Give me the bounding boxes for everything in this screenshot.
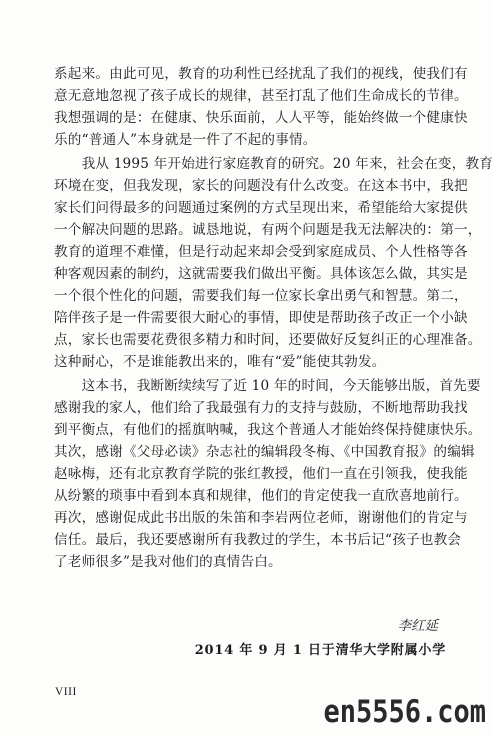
text-line: 一个很个性化的问题，需要我们每一位家长拿出勇气和智慧。第二， bbox=[54, 288, 468, 304]
paragraph-3 bbox=[54, 375, 482, 573]
text-line: 乐的“普通人”本身就是一件了不起的事情。 bbox=[54, 132, 317, 148]
paragraph-2 bbox=[54, 153, 494, 373]
text-line: 一个解决问题的思路。诚恳地说，有两个问题是我无法解决的：第一， bbox=[54, 222, 482, 238]
text-line: 这本书，我断断续续写了近 10 年的时间，今天能够出版，首先要 bbox=[54, 378, 481, 394]
text-line: 系起来。由此可见，教育的功利性已经扰乱了我们的视线，使我们有 bbox=[54, 66, 468, 82]
page-number: VIII bbox=[55, 686, 77, 698]
text-line: 了老师很多”是我对他们的真情告白。 bbox=[54, 554, 282, 570]
text-line: 我从 1995 年开始进行家庭教育的研究。20 年来，社会在变，教育 bbox=[54, 156, 494, 172]
text-line: 教育的道理不难懂，但是行动起来却会受到家庭成员、个人性格等各 bbox=[54, 244, 468, 260]
text-line: 意无意地忽视了孩子成长的规律，甚至打乱了他们生命成长的节律。 bbox=[54, 88, 468, 104]
body-text bbox=[54, 63, 494, 573]
text-line: 赵咏梅，还有北京教育学院的张红教授，他们一直在引领我，使我能 bbox=[54, 466, 468, 482]
text-line: 点，家长也需要花费很多精力和时间，还要做好反复纠正的心理准备。 bbox=[54, 332, 482, 348]
text-line: 环境在变，但我发现，家长的问题没有什么改变。在这本书中，我把 bbox=[54, 178, 468, 194]
text-line: 我想强调的是：在健康、快乐面前，人人平等，能始终做一个健康快 bbox=[54, 110, 468, 126]
text-line: 到平衡点，有他们的摇旗呐喊，我这个普通人才能始终保持健康快乐。 bbox=[54, 422, 482, 438]
text-line: 家长们问得最多的问题通过案例的方式呈现出来，希望能给大家提供 bbox=[54, 200, 468, 216]
text-line: 再次，感谢促成此书出版的朱笛和李岩两位老师，谢谢他们的肯定与 bbox=[54, 510, 468, 526]
text-line: 感谢我的家人，他们给了我最强有力的支持与鼓励，不断地帮助我找 bbox=[54, 400, 468, 416]
paragraph-1 bbox=[54, 63, 468, 151]
site-watermark: en5556.com bbox=[323, 694, 486, 730]
author-signature: 李红延 bbox=[397, 618, 438, 634]
text-line: 其次，感谢《父母必读》杂志社的编辑段冬梅、《中国教育报》的编辑 bbox=[54, 444, 475, 460]
text-line: 这种耐心，不是谁能教出来的，唯有“爱”能使其勃发。 bbox=[54, 354, 386, 370]
date-line: 2014 年 9 月 1 日于清华大学附属小学 bbox=[194, 643, 446, 658]
text-line: 从纷繁的琐事中看到本真和规律，他们的肯定使我一直欣喜地前行。 bbox=[54, 488, 468, 504]
text-line: 陪伴孩子是一件需要很大耐心的事情，即使是帮助孩子改正一个小缺 bbox=[54, 310, 468, 326]
text-line: 种客观因素的制约，这就需要我们做出平衡。具体该怎么做，其实是 bbox=[54, 266, 468, 282]
text-line: 信任。最后，我还要感谢所有我教过的学生，本书后记“孩子也教会 bbox=[54, 532, 462, 548]
